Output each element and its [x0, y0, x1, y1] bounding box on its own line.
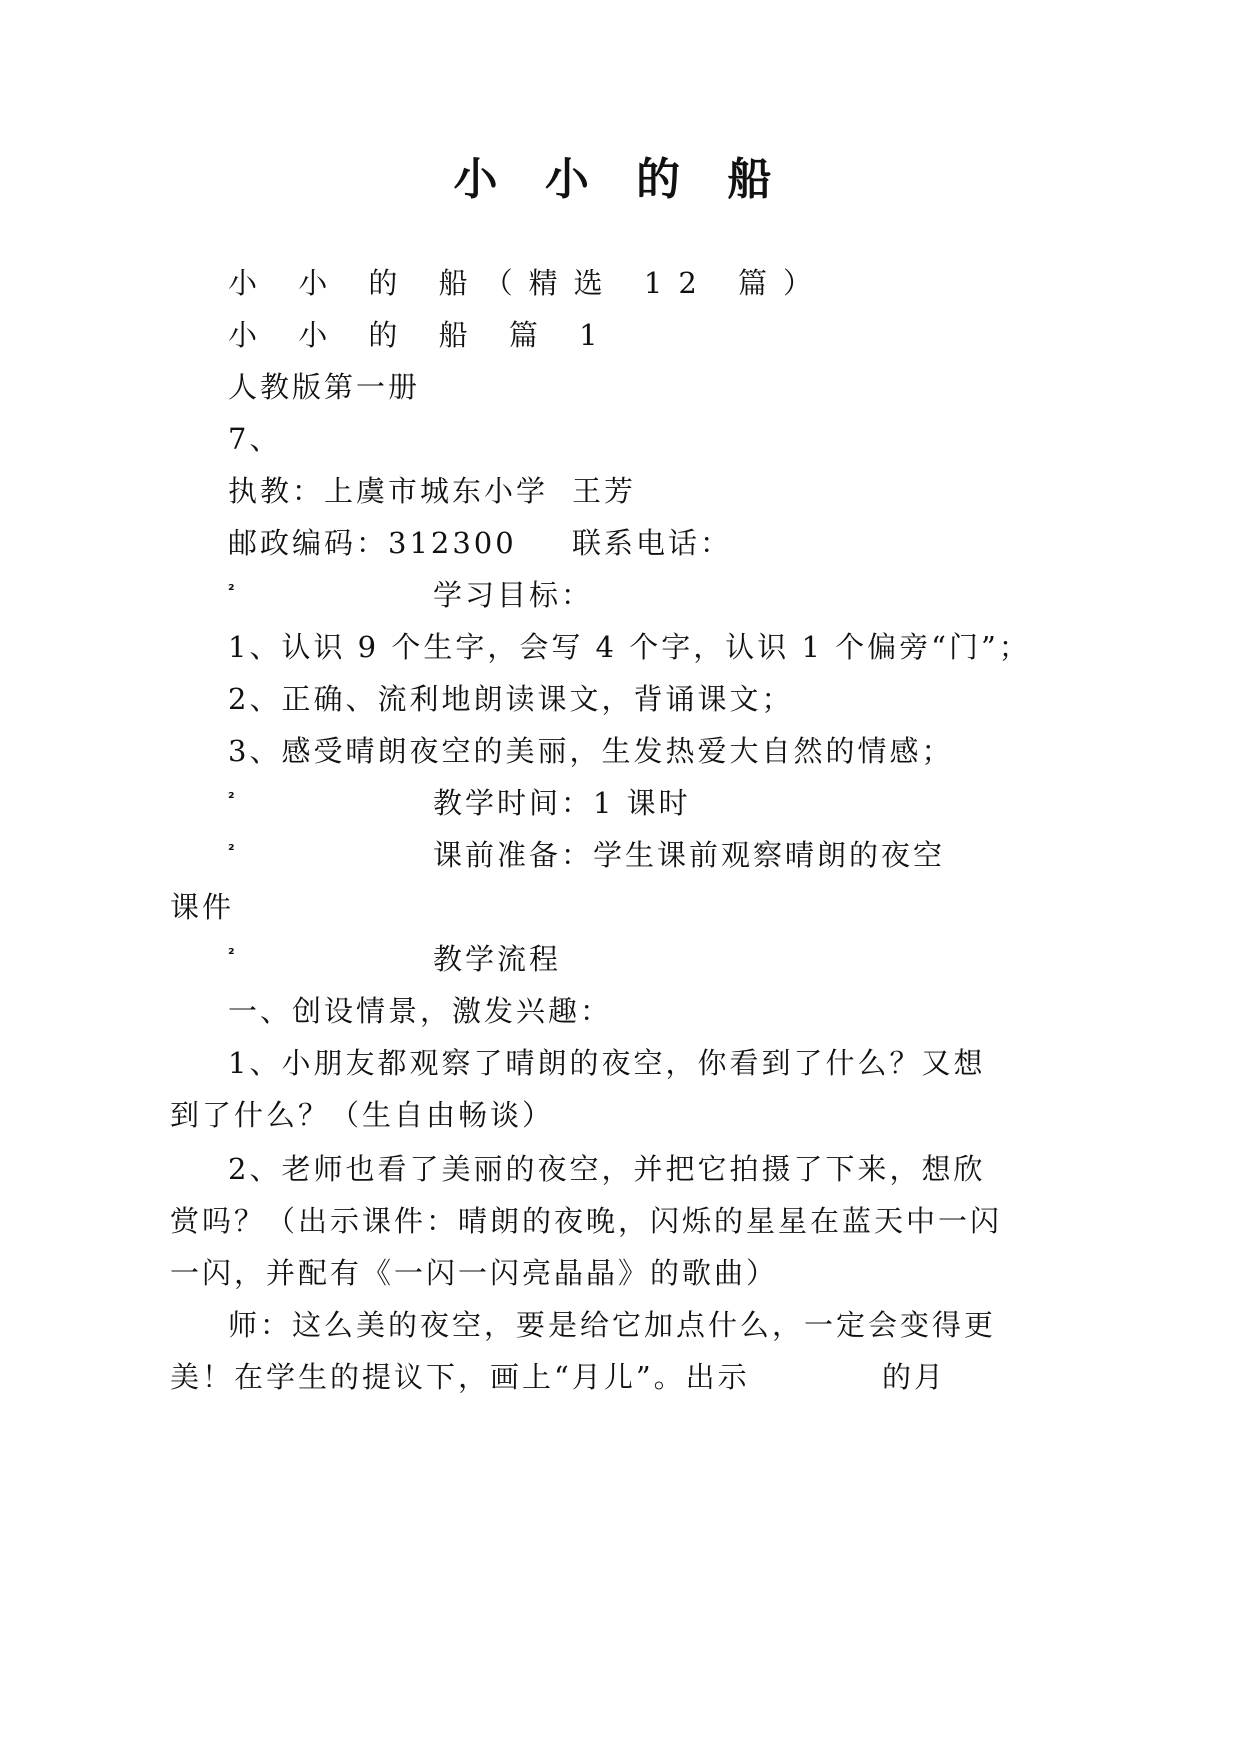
lesson-number: 7、 [228, 422, 282, 456]
document-title: 小 小 的 船 [453, 154, 788, 205]
textbook-line: 人教版第一册 [228, 370, 421, 404]
preparation-continued: 课件 [170, 890, 235, 924]
bullet-marker: ² [228, 581, 235, 599]
paragraph-line: 赏吗？（出示课件：晴朗的夜晚，闪烁的星星在蓝天中一闪 [170, 1204, 1003, 1238]
preparation: 课前准备：学生课前观察晴朗的夜空 [433, 838, 946, 872]
teacher-school: 执教：上虞市城东小学 [228, 474, 549, 508]
postal-code: 邮政编码：312300 [228, 526, 517, 560]
objective-1: 1、认识 9 个生字，会写 4 个字，认识 1 个偏旁“门”； [228, 630, 1031, 664]
objective-3: 3、感受晴朗夜空的美丽，生发热爱大自然的情感； [228, 734, 954, 768]
section-process: 教学流程 [433, 942, 562, 976]
paragraph-line: 一闪，并配有《一闪一闪亮晶晶》的歌曲） [170, 1256, 779, 1290]
teaching-time: 教学时间：1 课时 [433, 786, 691, 820]
paragraph-line-end: 的月 [882, 1360, 947, 1394]
paragraph-line: 2、老师也看了美丽的夜空，并把它拍摄了下来，想欣 [228, 1152, 986, 1186]
paragraph-line: 美！在学生的提议下，画上“月儿”。出示 [170, 1360, 750, 1394]
objective-2: 2、正确、流利地朗读课文，背诵课文； [228, 682, 794, 716]
bullet-marker: ² [228, 945, 235, 963]
heading-collection: 小 小 的 船（精选 12 篇） [228, 266, 828, 300]
paragraph-line: 师：这么美的夜空，要是给它加点什么，一定会变得更 [228, 1308, 997, 1342]
step-heading-1: 一、创设情景，激发兴趣： [228, 994, 613, 1028]
bullet-marker: ² [228, 841, 235, 859]
section-objectives: 学习目标： [433, 578, 594, 612]
teacher-name: 王芳 [572, 474, 637, 508]
heading-chapter-1: 小 小 的 船 篇 1 [228, 318, 614, 352]
paragraph-line: 1、小朋友都观察了晴朗的夜空，你看到了什么？又想 [228, 1046, 986, 1080]
phone-label: 联系电话： [572, 526, 733, 560]
paragraph-line: 到了什么？（生自由畅谈） [170, 1098, 555, 1132]
bullet-marker: ² [228, 789, 235, 807]
